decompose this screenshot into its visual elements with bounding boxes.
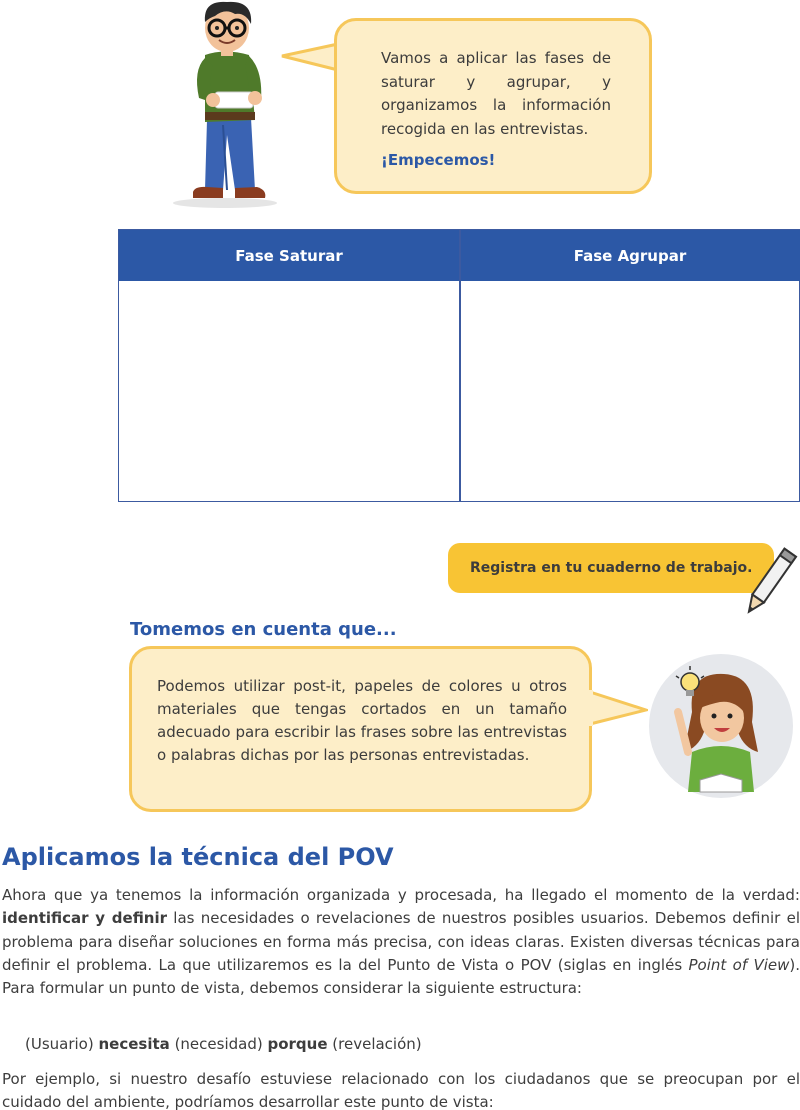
- pov-intro-paragraph: Ahora que ya tenemos la información organizada y procesada, ha llegado el momento de la verdad: identificar y definir las necesidades o revelaciones de nuestros posibles usuarios. Debemos definir el problema para diseñar soluciones en forma más precisa, con ideas claras. Existen diversas técnicas para definir el problema. La que utilizaremos es la del Punto de Vista o POV (siglas en inglés Point of View). Para formular un punto de vista, debemos considerar la siguiente estructura:: [2, 886, 800, 998]
- section-title: Aplicamos la técnica del POV: [2, 843, 394, 871]
- phases-table: [118, 229, 800, 502]
- bubble-tail: [280, 40, 340, 80]
- intro-speech-bubble: [334, 18, 652, 194]
- pov-structure: (Usuario) necesita (necesidad) porque (revelación): [25, 1035, 422, 1053]
- example-paragraph: Por ejemplo, si nuestro desafío estuviese relacionado con los ciudadanos que se preocupan por el cuidado del ambiente, podríamos desarrollar este punto de vista:: [2, 1070, 800, 1110]
- tip-text: Podemos utilizar post-it, papeles de colores u otros materiales que tengas cortados en un tamaño adecuado para escribir las frases sobre las entrevistas o palabras dichas por las personas entrevistadas.: [157, 677, 567, 764]
- header-fase-saturar: Fase Saturar: [119, 230, 459, 281]
- bubble-tail: [586, 688, 648, 728]
- pencil-icon: [738, 544, 800, 622]
- header-fase-agrupar: Fase Agrupar: [460, 230, 800, 281]
- tip-speech-bubble: [129, 646, 592, 812]
- italic-point-of-view: Point of View: [688, 955, 790, 974]
- emphasis-identificar-definir: identificar y definir: [2, 909, 168, 928]
- girl-with-lightbulb-illustration: [648, 652, 794, 800]
- boy-illustration: [165, 0, 295, 210]
- intro-text: Vamos a aplicar las fases de saturar y agrupar, y organizamos la información recogida en las entrevistas.: [381, 49, 611, 138]
- cell-fase-saturar: [119, 281, 459, 501]
- tip-heading: Tomemos en cuenta que...: [130, 619, 397, 640]
- notebook-note-text: Registra en tu cuaderno de trabajo.: [470, 560, 753, 576]
- intro-emphasis: ¡Empecemos!: [381, 151, 496, 169]
- notebook-note: [448, 543, 774, 593]
- cell-fase-agrupar: [460, 281, 800, 501]
